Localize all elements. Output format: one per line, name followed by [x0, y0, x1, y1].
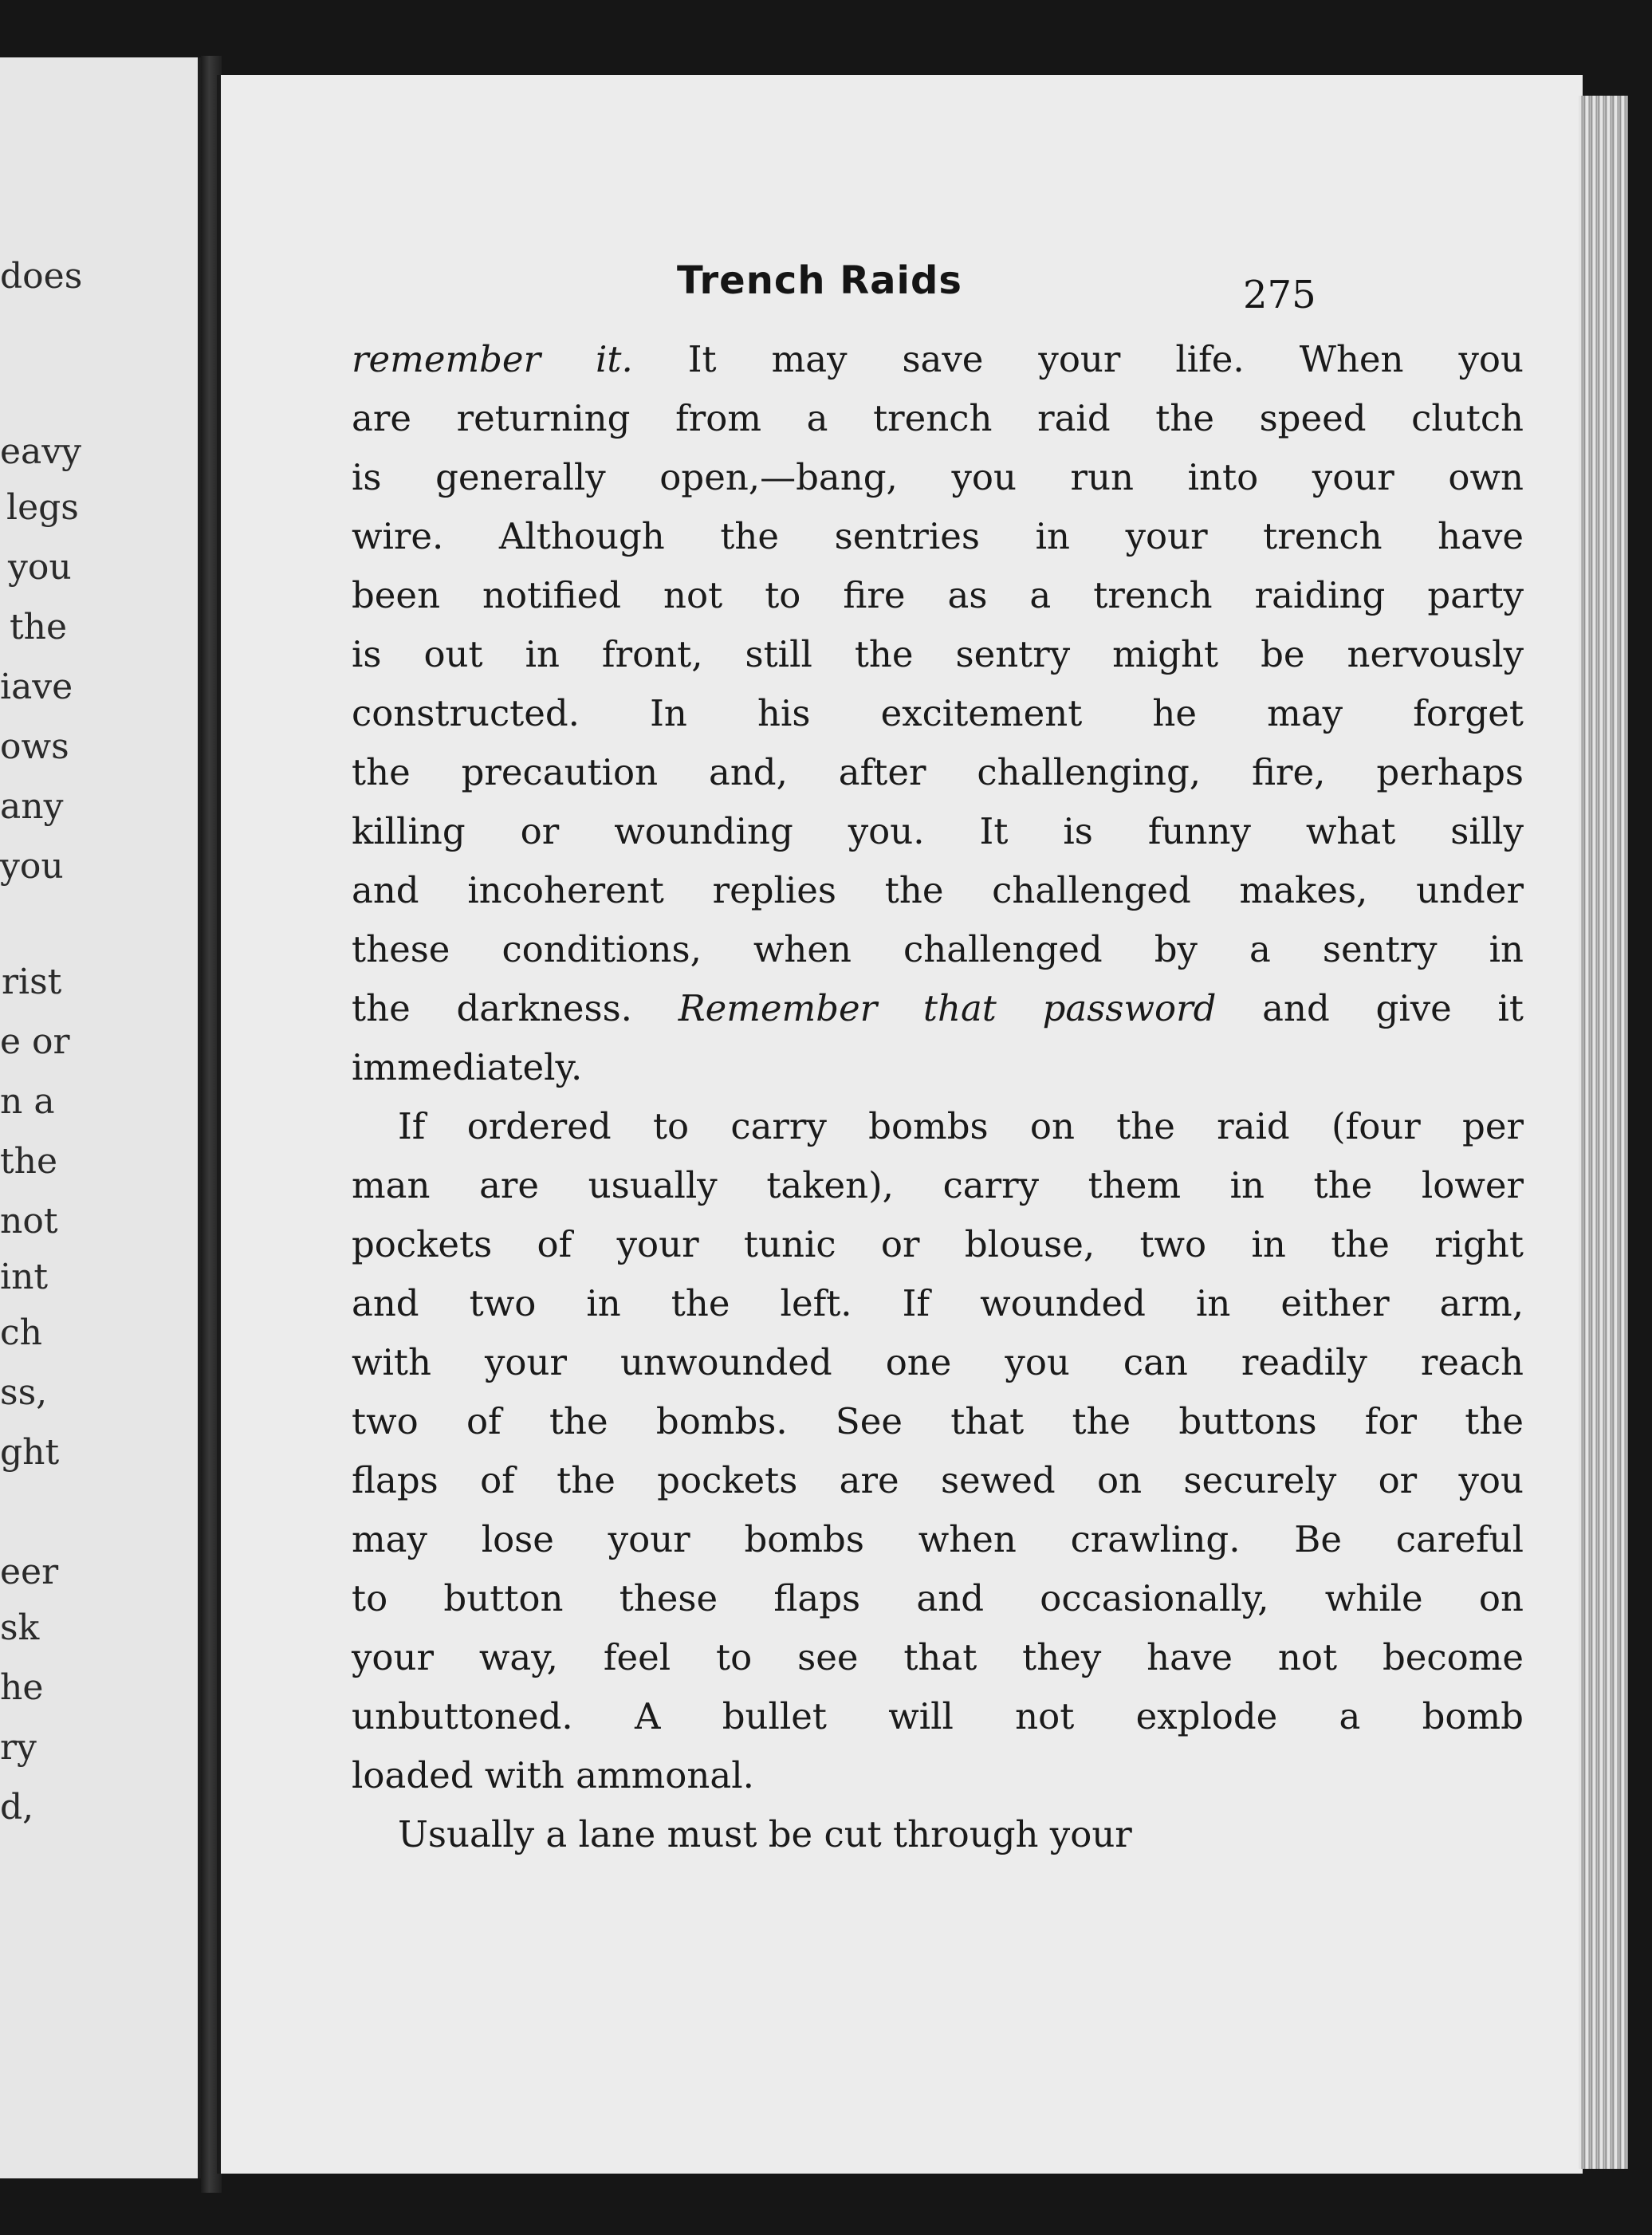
left-page-fragment: eavy — [0, 431, 81, 472]
text-line: man are usually taken), carry them in the lower — [352, 1164, 1524, 1206]
left-page-fragment: iave — [0, 667, 73, 707]
page-stack-edge — [1579, 96, 1628, 2169]
text-line: unbuttoned. A bullet will not explode a bomb — [352, 1695, 1524, 1737]
left-page-fragment: you — [8, 547, 72, 588]
body-text — [352, 330, 1524, 1864]
paragraph — [352, 1805, 1524, 1864]
paragraph — [352, 1097, 1524, 1805]
text-line: to button these flaps and occasionally, while on — [352, 1577, 1524, 1619]
text-line: constructed. In his excitement he may forget — [352, 692, 1524, 734]
text-line: been notified not to fire as a trench raiding party — [352, 574, 1524, 616]
text-line: immediately. — [352, 1046, 583, 1088]
left-page-fragment: sk — [0, 1607, 40, 1648]
left-page-fragment: e or — [0, 1021, 70, 1062]
text-line: these conditions, when challenged by a sentry in — [352, 928, 1524, 970]
left-page-fragment: legs — [6, 487, 79, 528]
text-line: the precaution and, after challenging, fire, perhaps — [352, 751, 1524, 793]
left-page-fragment: not — [0, 1201, 58, 1241]
text-line: loaded with ammonal. — [352, 1754, 754, 1796]
running-title: Trench Raids — [677, 258, 962, 303]
page-number: 275 — [1243, 273, 1316, 317]
left-page-fragment: any — [0, 786, 64, 827]
left-page-fragment: rist — [2, 962, 62, 1002]
text-span: the darkness. — [352, 987, 678, 1029]
text-line: with your unwounded one you can readily reach — [352, 1341, 1524, 1383]
left-page-fragment: ch — [0, 1312, 42, 1353]
text-line: is out in front, still the sentry might be nervously — [352, 633, 1524, 675]
text-line: is generally open,—bang, you run into your own — [352, 456, 1524, 498]
text-span: and give it — [1216, 987, 1524, 1029]
right-page — [217, 75, 1583, 2174]
italic-phrase: remember it. — [352, 338, 633, 380]
left-page-fragment: does — [0, 256, 83, 297]
left-facing-page — [0, 57, 203, 2178]
text-line: flaps of the pockets are sewed on securely or you — [352, 1459, 1524, 1501]
left-page-text-fragments — [0, 57, 198, 2178]
text-line — [352, 330, 1524, 389]
left-page-fragment: ss, — [0, 1372, 48, 1413]
left-page-fragment: d, — [0, 1787, 34, 1828]
left-page-fragment: n a — [0, 1081, 55, 1122]
left-page-fragment: you — [0, 846, 64, 887]
text-line: and incoherent replies the challenged makes, under — [352, 869, 1524, 911]
text-line: and two in the left. If wounded in either arm, — [352, 1282, 1524, 1324]
left-page-fragment: he — [0, 1667, 44, 1708]
left-page-fragment: ows — [0, 726, 69, 767]
text-line — [352, 979, 1524, 1038]
left-page-fragment: ght — [0, 1432, 60, 1473]
running-head — [221, 258, 1583, 322]
left-page-fragment: the — [10, 607, 68, 647]
text-span: It may save your life. When you — [632, 338, 1524, 380]
left-page-fragment: the — [0, 1141, 58, 1182]
text-line: your way, feel to see that they have not become — [352, 1636, 1524, 1678]
text-line: pockets of your tunic or blouse, two in the right — [352, 1223, 1524, 1265]
text-line: two of the bombs. See that the buttons for the — [352, 1400, 1524, 1442]
text-line: wire. Although the sentries in your trench have — [352, 515, 1524, 557]
text-line: Usually a lane must be cut through your — [398, 1813, 1132, 1855]
left-page-fragment: eer — [0, 1552, 59, 1592]
left-page-fragment: ry — [0, 1727, 37, 1768]
text-line: killing or wounding you. It is funny what silly — [352, 810, 1524, 852]
left-page-fragment: int — [0, 1257, 49, 1297]
text-line: are returning from a trench raid the speed clutch — [352, 397, 1524, 439]
text-line: If ordered to carry bombs on the raid (four per — [398, 1105, 1524, 1147]
text-line: may lose your bombs when crawling. Be careful — [352, 1518, 1524, 1560]
italic-phrase: Remember that password — [678, 987, 1217, 1029]
